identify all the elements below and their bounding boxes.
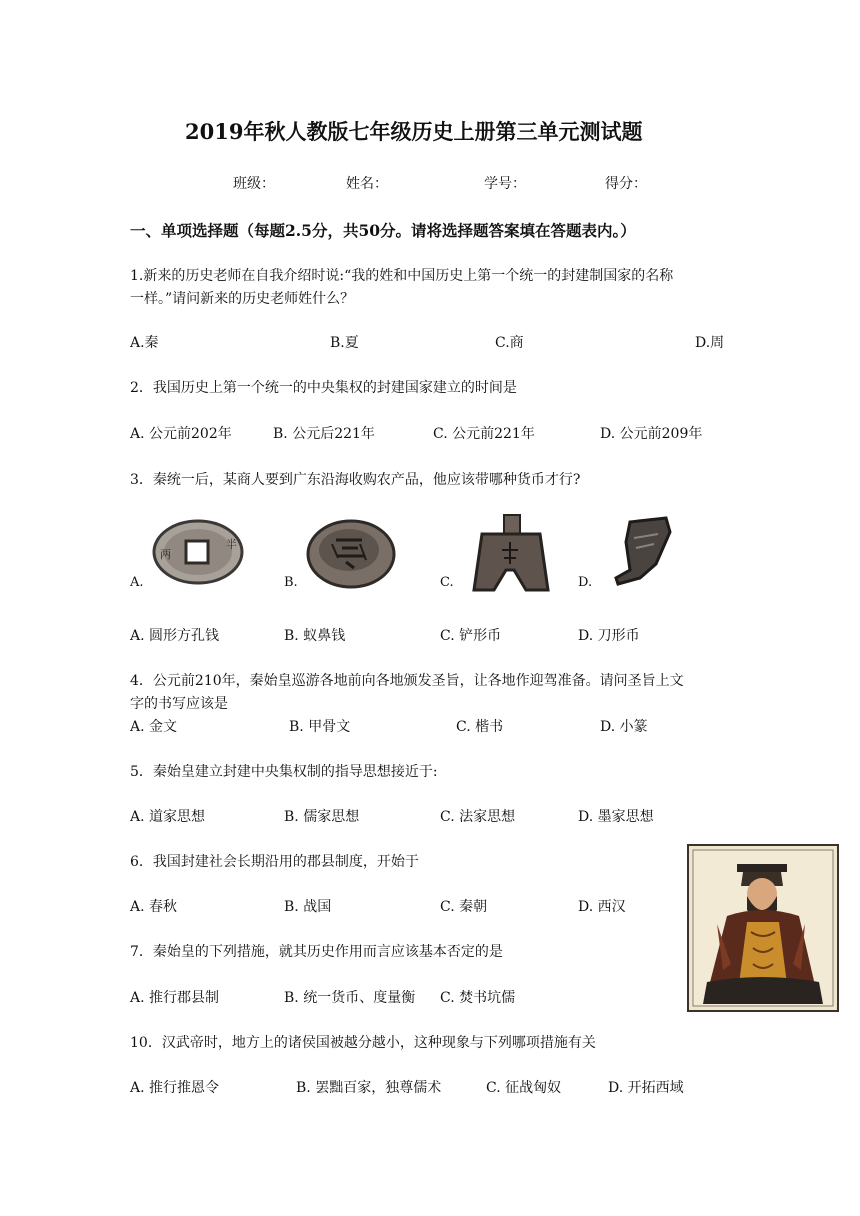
- student-id-label: 学号：: [484, 176, 526, 192]
- q7-option-a: A. 推行郡县制: [130, 990, 220, 1006]
- question-6: 6．我国封建社会长期沿用的郡县制度，开始于: [130, 854, 419, 870]
- qin-shi-huang-portrait-image: [687, 844, 839, 1012]
- q10-option-d: D. 开拓西域: [608, 1080, 684, 1096]
- q1-option-c: C.商: [495, 335, 524, 351]
- question-5: 5．秦始皇建立封建中央集权制的指导思想接近于:: [130, 764, 438, 780]
- q3-image-label-c: C.: [440, 575, 454, 590]
- q7-option-c: C. 焚书坑儒: [440, 990, 516, 1006]
- q6-option-c: C. 秦朝: [440, 899, 488, 915]
- q4-option-d: D. 小篆: [600, 719, 648, 735]
- q5-option-a: A. 道家思想: [130, 809, 206, 825]
- page-title: 2019年秋人教版七年级历史上册第三单元测试题: [185, 119, 643, 144]
- question-4-line2: 字的书写应该是: [130, 696, 228, 712]
- q3-image-label-b: B.: [284, 575, 298, 590]
- q1-option-d: D.周: [695, 335, 725, 351]
- q6-option-d: D. 西汉: [578, 899, 626, 915]
- knife-coin-image: [600, 512, 686, 588]
- svg-text:半: 半: [226, 538, 237, 551]
- q7-option-b: B. 统一货币、度量衡: [284, 990, 416, 1006]
- q3-option-d: D. 刀形币: [578, 628, 640, 644]
- q2-option-d: D. 公元前209年: [600, 426, 703, 442]
- question-4-line1: 4．公元前210年，秦始皇巡游各地前向各地颁发圣旨，让各地作迎驾准备。请问圣旨上文: [130, 673, 684, 689]
- question-2: 2．我国历史上第一个统一的中央集权的封建国家建立的时间是: [130, 380, 517, 396]
- q1-option-b: B.夏: [330, 335, 359, 351]
- question-10: 10．汉武帝时，地方上的诸侯国被越分越小，这种现象与下列哪项措施有关: [130, 1035, 596, 1051]
- question-3: 3．秦统一后，某商人要到广东沿海收购农产品，他应该带哪种货币才行?: [130, 472, 581, 488]
- svg-text:两: 两: [160, 548, 171, 561]
- q3-option-a: A. 圆形方孔钱: [130, 628, 220, 644]
- q4-option-a: A. 金文: [130, 719, 178, 735]
- score-label: 得分：: [605, 176, 647, 192]
- question-1-line2: 一样。”请问新来的历史老师姓什么？: [130, 291, 355, 307]
- question-7: 7．秦始皇的下列措施，就其历史作用而言应该基本否定的是: [130, 944, 503, 960]
- round-square-hole-coin-image: [148, 518, 248, 588]
- q2-option-c: C. 公元前221年: [433, 426, 535, 442]
- spade-coin-image: [466, 512, 556, 596]
- q2-option-a: A. 公元前202年: [130, 426, 232, 442]
- q3-option-c: C. 铲形币: [440, 628, 502, 644]
- q10-option-a: A. 推行推恩令: [130, 1080, 220, 1096]
- q4-option-c: C. 楷书: [456, 719, 504, 735]
- ant-nose-coin-image: [302, 518, 400, 590]
- q6-option-a: A. 春秋: [130, 899, 178, 915]
- q10-option-c: C. 征战匈奴: [486, 1080, 562, 1096]
- section-heading: 一、单项选择题（每题2.5分，共50分。请将选择题答案填在答题表内。）: [130, 221, 636, 240]
- q4-option-b: B. 甲骨文: [289, 719, 351, 735]
- q10-option-b: B. 罢黜百家，独尊儒术: [296, 1080, 442, 1096]
- q3-image-label-a: A.: [130, 575, 144, 590]
- q3-option-b: B. 蚁鼻钱: [284, 628, 346, 644]
- q5-option-d: D. 墨家思想: [578, 809, 654, 825]
- question-1-line1: 1.新来的历史老师在自我介绍时说:“我的姓和中国历史上第一个统一的封建制国家的名称: [130, 268, 674, 284]
- q3-image-label-d: D.: [578, 575, 593, 590]
- q5-option-b: B. 儒家思想: [284, 809, 360, 825]
- q6-option-b: B. 战国: [284, 899, 332, 915]
- q5-option-c: C. 法家思想: [440, 809, 516, 825]
- name-label: 姓名：: [346, 176, 388, 192]
- q2-option-b: B. 公元后221年: [273, 426, 375, 442]
- class-label: 班级：: [233, 176, 275, 192]
- q1-option-a: A.秦: [130, 335, 159, 351]
